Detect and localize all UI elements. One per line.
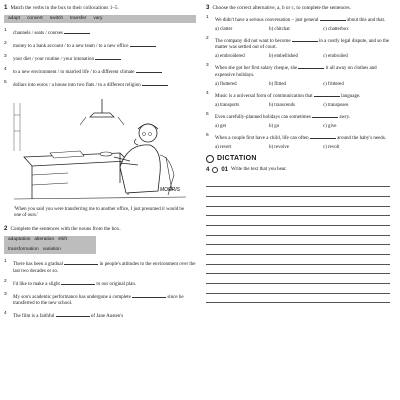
option-b[interactable]: b) embellished: [269, 54, 298, 60]
item-number: 4: [4, 66, 7, 72]
writing-line[interactable]: [206, 187, 390, 197]
ex3-options: [206, 124, 396, 130]
ex2-instruction-text: Complete the sentences with the nouns from the box.: [10, 226, 121, 233]
right-column: [206, 0, 396, 303]
word: convert: [27, 16, 43, 21]
ex3-item: [206, 63, 396, 79]
option-a[interactable]: a) revert: [215, 144, 232, 150]
writing-line[interactable]: [206, 226, 390, 236]
item-text: There has been a gradual: [13, 262, 63, 268]
writing-line[interactable]: [206, 245, 390, 255]
cartoon-drawing: [10, 95, 190, 203]
option-c[interactable]: c) transposes: [323, 102, 349, 108]
item-number: 1: [206, 15, 209, 20]
answer-blank[interactable]: [310, 133, 336, 139]
item-text: When she got her first salary cheque, she: [215, 66, 298, 72]
ex3-item: [206, 15, 396, 25]
option-c[interactable]: c) frittered: [323, 81, 344, 87]
option-b[interactable]: b) revolve: [269, 144, 289, 150]
answer-blank[interactable]: [64, 259, 98, 265]
option-b[interactable]: b) chitchat: [269, 26, 290, 32]
option-c[interactable]: c) embroiled: [323, 54, 348, 60]
writing-line[interactable]: [206, 207, 390, 217]
item-text: I'd like to make a slight: [13, 281, 60, 287]
dictation-lines[interactable]: [206, 178, 396, 304]
word: vary: [93, 16, 103, 21]
option-a[interactable]: a) clatter: [215, 26, 233, 32]
dictation-instruction-text: Write the text that you hear.: [231, 167, 287, 173]
answer-blank[interactable]: [292, 36, 318, 42]
item-number: 3: [4, 291, 7, 297]
answer-blank[interactable]: [64, 28, 90, 34]
item-number: 2: [206, 35, 209, 41]
item-number: 3: [4, 53, 7, 59]
ex2-item: [4, 311, 196, 321]
item-text: in people's attitudes to the environment over the last two decades or so.: [13, 262, 196, 274]
word: alteration: [34, 237, 55, 243]
cartoon-signature: MORRIS: [160, 187, 180, 194]
item-text: your diet / your routine / your intonation: [13, 56, 94, 62]
item-number: 4: [206, 90, 209, 96]
option-c[interactable]: c) give: [323, 123, 337, 129]
left-column: [4, 0, 196, 324]
option-a[interactable]: a) get: [215, 123, 226, 129]
answer-blank[interactable]: [320, 15, 346, 21]
ex3-options: [206, 82, 396, 88]
item-text: language.: [341, 93, 361, 99]
item-text: Even carefully-planned holidays can sometimes: [215, 114, 311, 120]
ex2-instruction: [4, 225, 196, 233]
writing-line[interactable]: [206, 284, 390, 294]
answer-blank[interactable]: [312, 112, 338, 118]
word: transformation: [8, 247, 39, 253]
ex2-item: [4, 279, 196, 289]
item-text: dollars into euros / a house into two flats / to a different religion: [13, 82, 141, 88]
dictation-heading: [206, 155, 396, 163]
option-c[interactable]: c) revolt: [323, 144, 340, 150]
item-text: money to a bank account / to a new team / to a new office: [13, 43, 129, 49]
option-a[interactable]: a) fluttered: [215, 81, 237, 87]
item-text: When a couple first have a child, life can often: [215, 135, 309, 141]
ex3-item: [206, 91, 396, 101]
word: adapt: [8, 16, 21, 21]
answer-blank[interactable]: [130, 41, 156, 47]
answer-blank[interactable]: [136, 67, 162, 73]
ex2-item: [4, 259, 196, 275]
word: shift: [58, 237, 67, 243]
item-number: 2: [4, 278, 7, 284]
option-b[interactable]: b) transcends: [269, 102, 295, 108]
ex1-number: 1: [4, 4, 8, 11]
dictation-icon: [206, 155, 214, 163]
writing-line[interactable]: [206, 255, 390, 265]
answer-blank[interactable]: [132, 292, 166, 298]
item-text: The company did not want to become: [215, 38, 291, 44]
answer-blank[interactable]: [56, 311, 90, 317]
writing-line[interactable]: [206, 294, 390, 304]
writing-line[interactable]: [206, 216, 390, 226]
ex3-number: 3: [206, 4, 210, 11]
item-text: in a costly legal dispute, and so the matter was settled out of court.: [215, 38, 390, 51]
ex3-item: [206, 36, 396, 52]
item-text: about this and that.: [347, 18, 386, 23]
option-a[interactable]: a) transports: [215, 102, 240, 108]
ex1-item: [4, 54, 196, 64]
item-number: 6: [206, 132, 209, 138]
ex2-item: [4, 292, 196, 308]
option-a[interactable]: a) embroidered: [215, 54, 245, 60]
ex1-item: [4, 28, 196, 38]
office-cartoon: [10, 95, 190, 203]
word: switch: [49, 16, 64, 21]
item-text: it all away on clothes and expensive holidays.: [215, 66, 377, 78]
ex1-instruction: [4, 4, 196, 12]
audio-cd-icon[interactable]: [212, 167, 218, 173]
ex3-options: [206, 103, 396, 109]
writing-line[interactable]: [206, 265, 390, 275]
ex1-item: [4, 41, 196, 51]
option-b[interactable]: b) flitted: [269, 81, 286, 87]
dictation-title: DICTATION: [217, 155, 257, 163]
answer-blank[interactable]: [95, 54, 121, 60]
item-number: 5: [4, 79, 7, 85]
ex3-options: [206, 27, 396, 33]
writing-line[interactable]: [206, 274, 390, 284]
ex3-item: [206, 112, 396, 122]
item-text: channels / seats / courses: [13, 31, 63, 36]
item-number: 1: [4, 28, 7, 33]
item-text: around the baby's needs.: [337, 135, 387, 141]
item-number: 5: [206, 111, 209, 117]
item-text: My son's academic performance has undergone a complete: [13, 294, 131, 300]
ex4-number: 4: [206, 166, 210, 173]
word: adaptation: [8, 237, 31, 243]
cartoon-caption: 'When you said you were transferring me to another office, I just presumed it would be one of ours.': [14, 207, 185, 219]
ex3-instruction-text: Choose the correct alternative, a, b or c, to complete the sentences.: [212, 5, 351, 11]
ex3-item: [206, 133, 396, 143]
writing-line[interactable]: [206, 197, 390, 207]
writing-line[interactable]: [206, 178, 390, 188]
item-text: since he transferred to the new school.: [13, 294, 184, 307]
answer-blank[interactable]: [314, 91, 340, 97]
item-text: Music is a universal form of communication that: [215, 93, 313, 99]
dictation-instruction: [206, 167, 396, 173]
answer-blank[interactable]: [61, 279, 95, 285]
ex1-instruction-text: Match the verbs in the box to their collocations 1–5.: [10, 5, 119, 11]
item-text: of Jane Austen's: [90, 314, 124, 320]
item-text: We didn't have a serious conversation – just general: [215, 18, 319, 23]
item-number: 3: [206, 63, 209, 69]
ex1-item: [4, 67, 196, 77]
item-number: 4: [4, 311, 7, 317]
ex1-item: [4, 80, 196, 90]
ex3-instruction: [206, 4, 396, 12]
answer-blank[interactable]: [298, 63, 324, 69]
ex3-options: [206, 54, 396, 60]
word: variation: [42, 247, 61, 253]
ex1-word-box: [4, 15, 196, 23]
ex2-number: 2: [4, 225, 8, 233]
item-text: The film is a faithful: [13, 314, 55, 320]
writing-line[interactable]: [206, 236, 390, 246]
item-number: 2: [4, 40, 7, 46]
ex3-options: [206, 145, 396, 151]
ex2-word-box: [4, 236, 96, 254]
option-c[interactable]: c) chatterbox: [323, 26, 349, 32]
word: transfer: [70, 16, 87, 21]
item-text: to a new environment / to married life / to a different climate: [13, 69, 135, 75]
answer-blank[interactable]: [142, 80, 168, 86]
item-number: 1: [4, 259, 7, 265]
audio-track-number: 01: [221, 166, 229, 173]
item-text: awry.: [339, 114, 351, 120]
option-b[interactable]: b) go: [269, 123, 280, 129]
item-text: to our original plan.: [96, 281, 137, 287]
